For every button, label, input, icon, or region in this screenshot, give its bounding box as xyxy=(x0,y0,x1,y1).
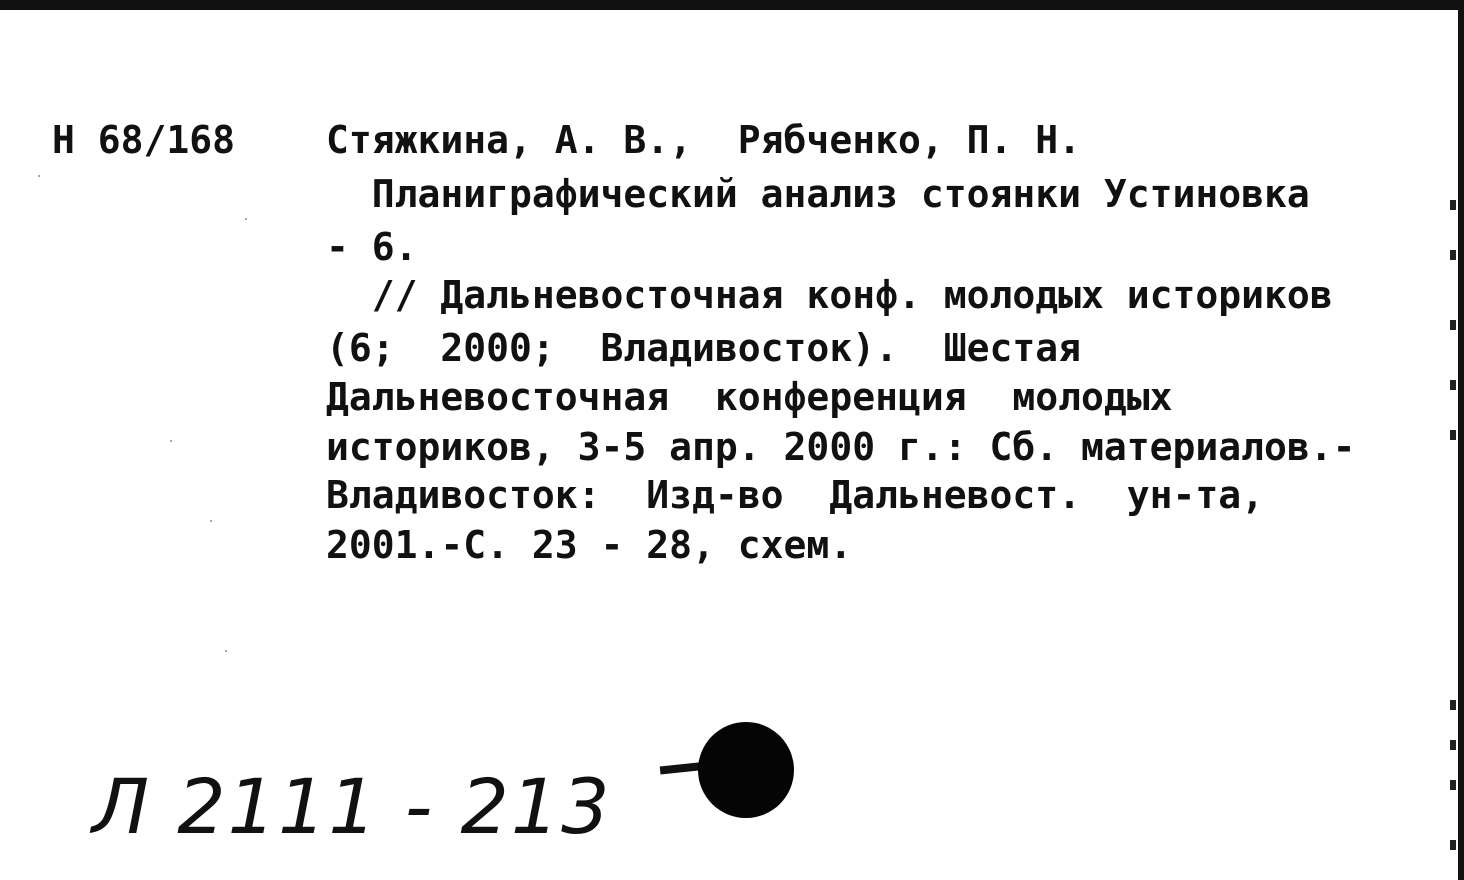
speck xyxy=(245,218,247,220)
speck xyxy=(210,520,212,522)
body-line: (6; 2000; Владивосток). Шестая xyxy=(326,326,1081,370)
body-line: историков, 3-5 апр. 2000 г.: Сб. материалов.- xyxy=(326,425,1356,469)
call-number: Н 68/168 xyxy=(52,118,236,162)
body-line: 2001.-С. 23 - 28, схем. xyxy=(326,523,853,567)
edge-marks xyxy=(1448,180,1456,880)
body-line: - 6. xyxy=(326,225,418,269)
body-line: Дальневосточная конференция молодых xyxy=(326,375,1173,419)
top-border xyxy=(0,0,1464,10)
speck xyxy=(170,440,172,442)
punch-hole xyxy=(698,722,794,818)
speck xyxy=(38,175,40,177)
body-line: Планиграфический анализ стоянки Устиновка xyxy=(326,172,1310,216)
body-line: Владивосток: Изд-во Дальневост. ун-та, xyxy=(326,473,1264,517)
speck xyxy=(225,650,227,652)
right-border xyxy=(1458,0,1464,880)
body-line: // Дальневосточная конф. молодых историков xyxy=(326,273,1333,317)
authors: Стяжкина, А. В., Рябченко, П. Н. xyxy=(326,118,1081,162)
handwritten-inventory-number: Л 2111 - 213 xyxy=(92,762,612,851)
